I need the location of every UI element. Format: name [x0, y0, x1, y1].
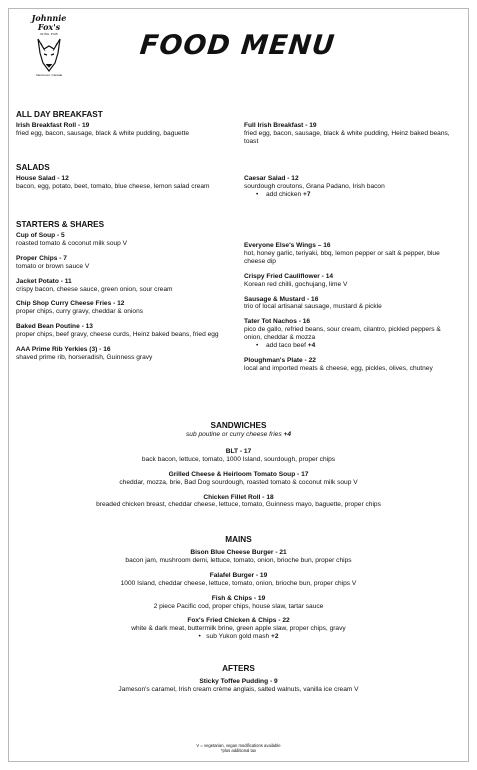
menu-item-desc: tomato or brown sauce V	[16, 262, 90, 270]
list-item	[244, 357, 454, 373]
menu-text: +2	[271, 633, 279, 641]
menu-item-desc: sourdough croutons, Grana Padano, Irish bacon	[244, 182, 385, 190]
footer-note	[8, 743, 469, 753]
list-item	[16, 346, 226, 362]
menu-item-name: Irish Breakfast Roll - 19	[16, 122, 90, 129]
sandwiches-note	[8, 431, 469, 439]
sandwiches-section	[8, 421, 469, 509]
starters-section	[16, 220, 226, 362]
menu-item-name: Everyone Else's Wings – 16	[244, 242, 331, 249]
list-item	[8, 572, 469, 588]
menu-item-name: Bison Blue Cheese Burger - 21	[190, 549, 287, 556]
list-item	[8, 617, 469, 641]
footer-line-2: *plus additional tax	[220, 748, 257, 753]
menu-item-desc: 2 piece Pacific cod, proper chips, house slaw, tartar sauce	[153, 602, 324, 610]
menu-text: add chicken	[266, 190, 304, 198]
menu-item-name: AAA Prime Rib Yerkies (3) - 16	[16, 346, 111, 354]
menu-item-addon: • sub Yukon gold mash +2	[198, 633, 279, 641]
menu-item-desc: breaded chicken breast, cheddar cheese, lettuce, tomato, Guinness mayo, baguette, proper chips	[96, 501, 381, 509]
menu-item-name: Cup of Soup - 5	[16, 232, 65, 239]
list-item	[8, 494, 469, 510]
menu-item-name: BLT - 17	[225, 447, 252, 455]
menu-item-name: Fish & Chips - 19	[211, 594, 266, 602]
menu-item-addon	[244, 342, 454, 350]
list-item	[16, 300, 226, 316]
menu-item-name: Chicken Fillet Roll - 18	[203, 493, 274, 501]
menu-item-name: Fox's Fried Chicken & Chips - 22	[187, 617, 290, 625]
menu-item-name: Chip Shop Curry Cheese Fries - 12	[16, 300, 125, 308]
menu-text: +4	[283, 431, 292, 438]
menu-item-name: Grilled Cheese & Heirloom Tomato Soup - 17	[168, 470, 309, 478]
menu-item-desc: white & dark meat, buttermilk brine, green apple slaw, proper chips, gravy	[131, 625, 346, 633]
afters-section	[8, 664, 469, 694]
menu-item-desc: fried egg, bacon, sausage, black & white pudding, Heinz baked beans, toast	[244, 129, 450, 145]
salads-heading: SALADS	[16, 163, 50, 172]
menu-item-name: Sticky Toffee Pudding - 9	[199, 678, 278, 685]
menu-item-desc: hot, honey garlic, teriyaki, bbq, lemon pepper or salt & pepper, blue cheese dip	[244, 249, 440, 265]
menu-text: sub Yukon gold mash	[206, 633, 272, 641]
list-item	[16, 323, 226, 339]
logo	[20, 14, 78, 77]
menu-text: +7	[303, 190, 311, 198]
list-item	[244, 273, 454, 289]
menu-item-name: Tater Tot Nachos - 16	[244, 318, 311, 326]
menu-item-desc: crispy bacon, cheese sauce, green onion, sour cream	[16, 285, 173, 293]
menu-item-name: Crispy Fried Cauliflower - 14	[244, 272, 334, 280]
menu-text: sub poutine or curry cheese fries	[185, 431, 284, 438]
breakfast-heading: ALL DAY BREAKFAST	[16, 110, 103, 119]
menu-item-name: Proper Chips - 7	[16, 254, 67, 262]
mains-section	[8, 535, 469, 641]
menu-item-desc: Korean red chilli, gochujang, lime V	[244, 280, 348, 288]
menu-item-desc: 1000 Island, cheddar cheese, lettuce, tomato, onion, brioche bun, proper chips V	[120, 579, 357, 587]
menu-item-desc: pico de gallo, refried beans, sour cream, cilantro, pickled peppers & onion, cheddar & mozza	[244, 326, 441, 342]
menu-item-desc: proper chips, curry gravy, cheddar & onions	[16, 308, 144, 316]
menu-item-desc: proper chips, beef gravy, cheese curds, Heinz baked beans, fried egg	[16, 331, 219, 339]
menu-item-name: House Salad - 12	[16, 175, 69, 182]
menu-item-desc: shaved prime rib, horseradish, Guinness gravy	[16, 353, 153, 361]
menu-text: add taco beef	[266, 342, 308, 350]
list-item	[8, 448, 469, 464]
list-item	[244, 242, 454, 266]
starters-heading: STARTERS & SHARES	[16, 220, 105, 229]
breakfast-section	[16, 110, 226, 138]
list-item	[8, 471, 469, 487]
salads-right	[244, 175, 454, 199]
salads-section	[16, 163, 226, 191]
menu-item-desc: Jameson's caramel, Irish cream crème anglais, salted walnuts, vanilla ice cream V	[118, 685, 359, 693]
list-item	[8, 595, 469, 611]
list-item	[16, 278, 226, 294]
breakfast-right	[244, 122, 454, 146]
list-item	[16, 232, 226, 248]
menu-item-name: Baked Bean Poutine - 13	[16, 323, 93, 331]
fox-head-icon	[35, 37, 63, 73]
menu-item-name: Ploughman's Plate - 22	[244, 356, 316, 364]
list-item	[8, 678, 469, 694]
mains-heading: MAINS	[225, 535, 252, 544]
menu-item-desc: roasted tomato & coconut milk soup V	[16, 239, 128, 247]
starters-right	[244, 242, 454, 373]
list-item	[8, 549, 469, 565]
menu-item-name: Sausage & Mustard - 16	[244, 295, 319, 303]
menu-item-desc: cheddar, mozza, brie, Bad Dog sourdough, roasted tomato & coconut milk soup V	[119, 478, 358, 486]
menu-item-name: Jacket Potato - 11	[16, 277, 72, 285]
menu-item-desc: back bacon, lettuce, tomato, 1000 Island, sourdough, proper chips	[141, 455, 336, 463]
menu-text: +4	[307, 342, 316, 350]
logo-brand: Johnnie Fox's	[31, 13, 67, 32]
menu-item-desc: bacon, egg, potato, beet, tomato, blue cheese, lemon salad cream	[16, 182, 210, 190]
page-title: FOOD MENU	[138, 30, 337, 61]
list-item	[16, 255, 226, 271]
menu-item-desc: fried egg, bacon, sausage, black & white pudding, baguette	[16, 129, 190, 137]
logo-location: Vancouver, Canada	[35, 73, 63, 77]
menu-item-desc: bacon jam, mushroom demi, lettuce, tomato, onion, brioche bun, proper chips	[125, 556, 352, 564]
menu-item-desc: local and imported meats & cheese, egg, pickles, olives, chutney	[244, 364, 433, 372]
menu-item-addon	[244, 191, 454, 199]
footer-line-1: V = vegetarian, vegan modifications available	[196, 743, 281, 748]
menu-item-name: Falafel Burger - 19	[209, 571, 268, 579]
sandwiches-heading: SANDWICHES	[210, 421, 267, 430]
afters-heading: AFTERS	[222, 664, 255, 673]
list-item	[244, 296, 454, 312]
list-item	[244, 318, 454, 350]
menu-item-desc: trio of local artisanal sausage, mustard & pickle	[244, 303, 382, 311]
menu-item-name: Full Irish Breakfast - 19	[244, 122, 317, 129]
menu-item-name: Caesar Salad - 12	[244, 175, 299, 182]
logo-subtitle: IRISH PUB	[40, 32, 58, 36]
